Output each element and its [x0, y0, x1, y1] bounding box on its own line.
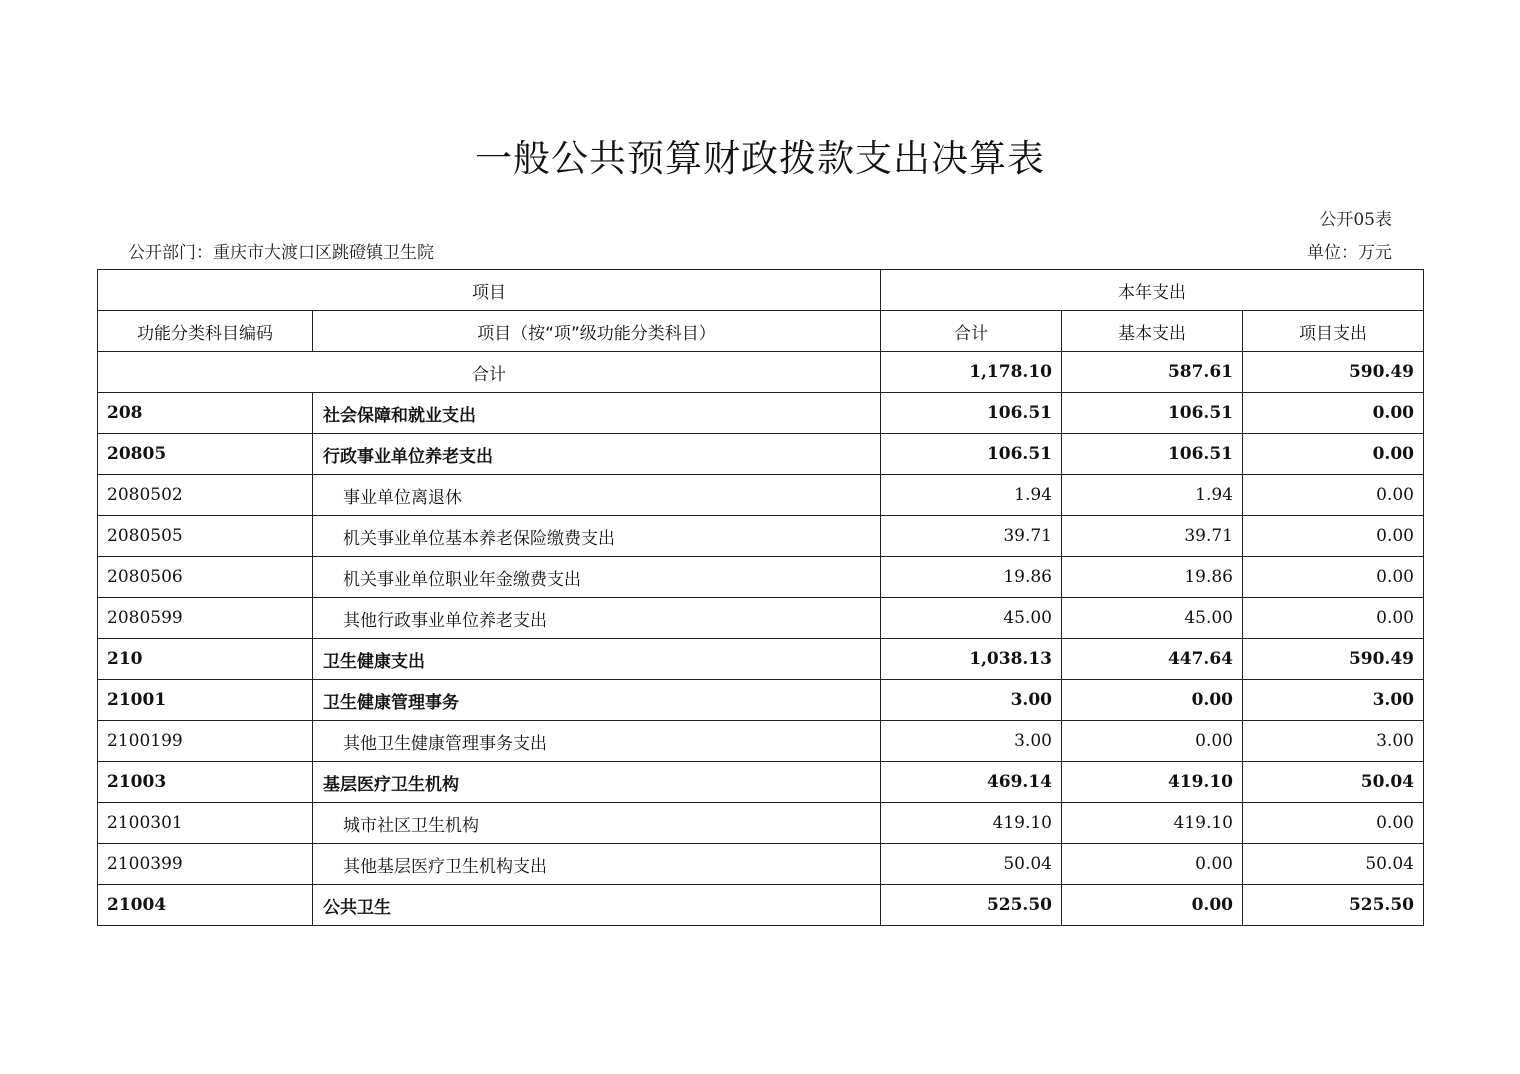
row-basic: 106.51	[1062, 393, 1243, 434]
header-project: 项目	[98, 270, 881, 311]
row-project: 3.00	[1243, 721, 1424, 762]
table-row	[98, 393, 1424, 434]
row-basic: 0.00	[1062, 721, 1243, 762]
department-label: 公开部门：重庆市大渡口区跳磴镇卫生院	[128, 243, 434, 263]
row-code: 2080506	[98, 557, 313, 598]
total-basic: 587.61	[1062, 352, 1243, 393]
row-code: 2080505	[98, 516, 313, 557]
row-name: 其他卫生健康管理事务支出	[313, 721, 881, 762]
table-row	[98, 803, 1424, 844]
row-total: 1,038.13	[881, 639, 1062, 680]
page-title: 一般公共预算财政拨款支出决算表	[475, 137, 1045, 180]
row-code: 2100301	[98, 803, 313, 844]
table-row	[98, 680, 1424, 721]
row-name: 社会保障和就业支出	[313, 393, 881, 434]
row-code: 2100399	[98, 844, 313, 885]
row-total: 419.10	[881, 803, 1062, 844]
unit-label: 单位：万元	[1307, 243, 1392, 263]
row-name: 机关事业单位基本养老保险缴费支出	[313, 516, 881, 557]
row-total: 469.14	[881, 762, 1062, 803]
table-row	[98, 844, 1424, 885]
total-label: 合计	[98, 352, 881, 393]
row-code: 21004	[98, 885, 313, 926]
col-header-total: 合计	[881, 311, 1062, 352]
row-basic: 0.00	[1062, 885, 1243, 926]
table-row	[98, 762, 1424, 803]
table-row	[98, 885, 1424, 926]
row-name: 基层医疗卫生机构	[313, 762, 881, 803]
row-name: 行政事业单位养老支出	[313, 434, 881, 475]
row-name: 卫生健康支出	[313, 639, 881, 680]
header-year-expense: 本年支出	[881, 270, 1424, 311]
budget-table	[97, 269, 1424, 926]
row-basic: 419.10	[1062, 762, 1243, 803]
row-total: 106.51	[881, 434, 1062, 475]
row-project: 0.00	[1243, 475, 1424, 516]
row-total: 106.51	[881, 393, 1062, 434]
row-code: 21003	[98, 762, 313, 803]
row-project: 0.00	[1243, 393, 1424, 434]
row-name: 公共卫生	[313, 885, 881, 926]
total-total: 1,178.10	[881, 352, 1062, 393]
row-total: 1.94	[881, 475, 1062, 516]
row-code: 20805	[98, 434, 313, 475]
row-project: 525.50	[1243, 885, 1424, 926]
row-code: 2080502	[98, 475, 313, 516]
row-total: 3.00	[881, 721, 1062, 762]
row-project: 0.00	[1243, 434, 1424, 475]
row-code: 2080599	[98, 598, 313, 639]
row-code: 2100199	[98, 721, 313, 762]
row-basic: 447.64	[1062, 639, 1243, 680]
row-total: 45.00	[881, 598, 1062, 639]
row-basic: 1.94	[1062, 475, 1243, 516]
row-name: 事业单位离退休	[313, 475, 881, 516]
table-row	[98, 721, 1424, 762]
row-name: 卫生健康管理事务	[313, 680, 881, 721]
row-basic: 0.00	[1062, 680, 1243, 721]
header-row-1	[98, 270, 1424, 311]
row-code: 21001	[98, 680, 313, 721]
table-row	[98, 557, 1424, 598]
row-name: 城市社区卫生机构	[313, 803, 881, 844]
row-basic: 0.00	[1062, 844, 1243, 885]
row-project: 50.04	[1243, 762, 1424, 803]
row-total: 39.71	[881, 516, 1062, 557]
row-project: 590.49	[1243, 639, 1424, 680]
row-basic: 19.86	[1062, 557, 1243, 598]
row-name: 其他行政事业单位养老支出	[313, 598, 881, 639]
row-project: 0.00	[1243, 516, 1424, 557]
table-row	[98, 598, 1424, 639]
total-project: 590.49	[1243, 352, 1424, 393]
row-total: 525.50	[881, 885, 1062, 926]
row-name: 机关事业单位职业年金缴费支出	[313, 557, 881, 598]
col-header-name: 项目（按“项”级功能分类科目）	[313, 311, 881, 352]
row-project: 3.00	[1243, 680, 1424, 721]
row-basic: 106.51	[1062, 434, 1243, 475]
row-total: 3.00	[881, 680, 1062, 721]
row-basic: 45.00	[1062, 598, 1243, 639]
table-row	[98, 639, 1424, 680]
form-number: 公开05表	[1319, 210, 1392, 230]
table-row	[98, 434, 1424, 475]
total-row	[98, 352, 1424, 393]
col-header-code: 功能分类科目编码	[98, 311, 313, 352]
row-total: 19.86	[881, 557, 1062, 598]
row-project: 0.00	[1243, 598, 1424, 639]
row-code: 210	[98, 639, 313, 680]
row-basic: 39.71	[1062, 516, 1243, 557]
col-header-project: 项目支出	[1243, 311, 1424, 352]
row-code: 208	[98, 393, 313, 434]
row-total: 50.04	[881, 844, 1062, 885]
row-basic: 419.10	[1062, 803, 1243, 844]
table-row	[98, 475, 1424, 516]
row-project: 0.00	[1243, 803, 1424, 844]
col-header-basic: 基本支出	[1062, 311, 1243, 352]
row-name: 其他基层医疗卫生机构支出	[313, 844, 881, 885]
row-project: 50.04	[1243, 844, 1424, 885]
header-row-2	[98, 311, 1424, 352]
row-project: 0.00	[1243, 557, 1424, 598]
table-row	[98, 516, 1424, 557]
